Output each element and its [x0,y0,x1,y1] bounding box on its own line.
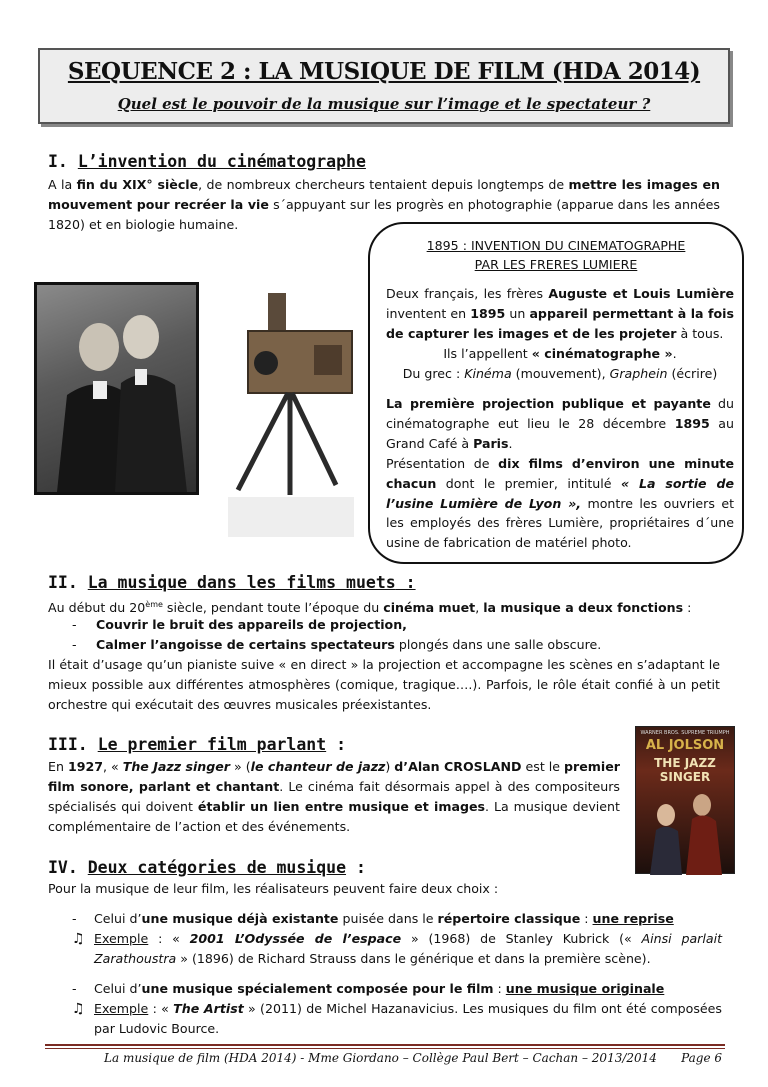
text-run: « cinématographe » [531,346,673,361]
text-run: . La musique devient complémentaire de l’action et des événements. [48,799,620,834]
section-4-title: Deux catégories de musique [87,858,347,877]
example-item [72,999,722,1039]
music-note-icon: ♫ [72,1001,85,1017]
text-run: : [683,600,692,616]
text-run: Exemple [94,1001,149,1016]
text-run: est le [521,759,565,774]
text-run: cinéma muet [383,600,476,616]
text-run: puisée dans le [338,911,438,926]
callout-paragraph-5 [386,454,734,553]
text-run: » (1896) de Richard Strauss dans le générique et dans la première scène). [176,951,651,966]
text-run: Deux français, les frères [386,286,549,301]
text-run: Au début du 20 [48,600,146,616]
callout-paragraph-3 [386,364,734,384]
poster-figures-illustration [636,775,734,875]
text-run: inventent en [386,305,471,321]
music-note-icon: ♫ [72,931,85,947]
footer-rule [45,1048,725,1049]
text-run: la musique a deux fonctions [483,600,684,616]
invention-callout [368,222,744,564]
camera-tripod-illustration [218,285,364,550]
text-run: . Le cinéma fait désormais appel à des compositeurs spécialisés qui doivent [48,779,620,814]
text-run: 1895 [674,415,710,431]
text-run: une reprise [592,911,674,926]
text-run: une musique spécialement composée pour le film [141,981,494,996]
text-run: plongés dans une salle obscure. [394,637,602,652]
text-run: mettre les images en mouvement pour recréer la vie [48,177,721,212]
list-item [72,615,722,635]
text-run: : [580,911,593,926]
section-4-number: IV. [48,858,78,877]
section-3-paragraph [48,757,620,837]
text-run: une musique déjà existante [141,911,339,926]
text-run: The Jazz singer [122,759,231,774]
text-run: au Grand Café à [386,415,734,451]
text-run: En [48,759,68,774]
section-3-heading [48,735,346,754]
text-run: . [508,435,513,451]
section-2-heading [48,573,416,592]
text-run: Couvrir le bruit des appareils de projection, [96,617,407,632]
poster-studio-text: WARNER BROS. SUPREME TRIUMPH [640,730,730,736]
poster-star-name: AL JOLSON [645,738,725,753]
section-2-title: La musique dans les films muets [87,573,396,592]
text-run: ) [385,759,395,774]
section-3-number: III. [48,735,88,754]
text-run: , « [103,759,123,774]
text-run: du cinématographe eut lieu le 28 décembre [386,396,734,431]
section-2-colon: : [395,573,416,592]
text-run: montre les ouvriers et les employés des frères Lumière, propriétaires d´une usine de fabrication de matériel photo. [386,495,735,551]
callout-title-line: PAR LES FRERES LUMIERE [474,257,638,272]
text-run: d’Alan CROSLAND [394,759,522,774]
lumiere-brothers-photo [34,282,199,495]
text-run: A la [48,177,77,192]
text-run: Kinéma [464,366,512,381]
text-run: » (2011) de Michel Hazanavicius. Les musiques du film ont été composées par Ludovic Bource. [94,1001,722,1036]
text-run: 1927 [67,759,104,774]
text-run: siècle, pendant toute l’époque du [162,600,384,616]
text-run: le chanteur de jazz [250,759,386,774]
header-box [38,48,730,124]
text-run: Ils l’appellent [443,346,532,361]
footer-text: La musique de film (HDA 2014) - Mme Giordano – Collège Paul Bert – Cachan – 2013/2014 [104,1051,657,1065]
text-run: un [505,305,530,321]
section-3-colon: : [326,735,347,754]
example-item [72,929,722,969]
text-run: : « [148,931,190,946]
list-item [72,979,722,999]
list-dash: - [72,911,77,926]
text-run: Du grec : [402,366,465,381]
text-run: dont le premier, intitulé [436,475,621,491]
callout-paragraph-4 [386,394,734,453]
text-run: : « [148,1001,174,1016]
text-run: » ( [230,759,251,774]
text-run: dix films d’environ une minute chacun [386,456,734,491]
text-run: appareil permettant à la fois de capturer les images et de les projeter [386,305,734,341]
text-run: Graphein [609,366,668,381]
text-run: » (1968) de Stanley Kubrick (« [401,931,642,946]
text-run: Ainsi parlait Zarathoustra [94,931,723,966]
section-2-paragraph: Il était d’usage qu’un pianiste suive « en direct » la projection et accompagne les scènes en s’adaptant le mieux possible aux différentes atmosphères (comique, tragique….). Parfois, le rôle était confié à un petit orchestre qui exécutait des œuvres musicales préexistantes. [48,657,720,712]
jazz-singer-poster [635,726,735,874]
text-run: Paris [473,435,509,451]
section-4-colon: : [346,858,366,877]
poster-title: THE JAZZ SINGER [654,756,716,784]
text-run: « La sortie de l’usine Lumière de Lyon », [386,475,734,511]
text-run: établir un lien entre musique et images [197,799,486,814]
page-subtitle: Quel est le pouvoir de la musique sur l’image et le spectateur ? [117,95,651,113]
text-run: . [672,346,677,361]
callout-title-line: 1895 : INVENTION DU CINEMATOGRAPHE [426,238,686,253]
page-number: Page 6 [681,1051,722,1065]
lumiere-brothers-illustration [37,285,196,492]
callout-paragraph-2 [386,344,734,364]
text-run: (écrire) [667,366,718,381]
text-run: fin du XIX° siècle [76,177,199,192]
list-dash: - [72,617,77,632]
text-run: Auguste et Louis Lumière [548,286,734,301]
text-run: une musique originale [505,981,665,996]
callout-paragraph-1 [386,284,734,343]
section-4-heading [48,858,366,877]
text-run: (mouvement), [511,366,610,381]
superscript: ème [145,600,163,609]
page-title: SEQUENCE 2 : LA MUSIQUE DE FILM (HDA 2014) [67,58,701,85]
list-item [72,909,722,929]
section-1-number: I. [48,152,68,171]
text-run: Celui d’ [94,981,142,996]
list-item [72,635,722,655]
text-run: premier film sonore, parlant et chantant [48,759,620,794]
list-dash: - [72,637,77,652]
text-run: : [493,981,506,996]
text-run: répertoire classique [437,911,581,926]
text-run: La première projection publique et payante [386,396,711,411]
section-1-heading [48,152,366,171]
text-run: 2001 L’Odyssée de l’espace [189,931,402,946]
text-run: , de nombreux chercheurs tentaient depuis longtemps de [198,177,569,192]
section-2-number: II. [48,573,78,592]
text-run: Calmer l’angoisse de certains spectateurs [96,637,395,652]
text-run: s´appuyant sur les progrès en photographie (apparue dans les années 1820) et en biologie humaine. [48,197,720,232]
text-run: The Artist [173,1001,244,1016]
text-run: 1895 [470,305,506,321]
footer-rule [45,1044,725,1046]
text-run: Celui d’ [94,911,142,926]
section-3-title: Le premier film parlant [97,735,327,754]
list-dash: - [72,981,77,996]
text-run: , [475,600,484,616]
cinematograph-camera-photo [218,285,364,550]
text-run: Exemple [94,931,149,946]
section-1-title: L’invention du cinématographe [77,152,366,171]
callout-title [370,236,742,274]
text-run: à tous. [676,325,724,341]
text-run: Présentation de [386,456,499,471]
section-4-intro: Pour la musique de leur film, les réalisateurs peuvent faire deux choix : [48,881,499,896]
